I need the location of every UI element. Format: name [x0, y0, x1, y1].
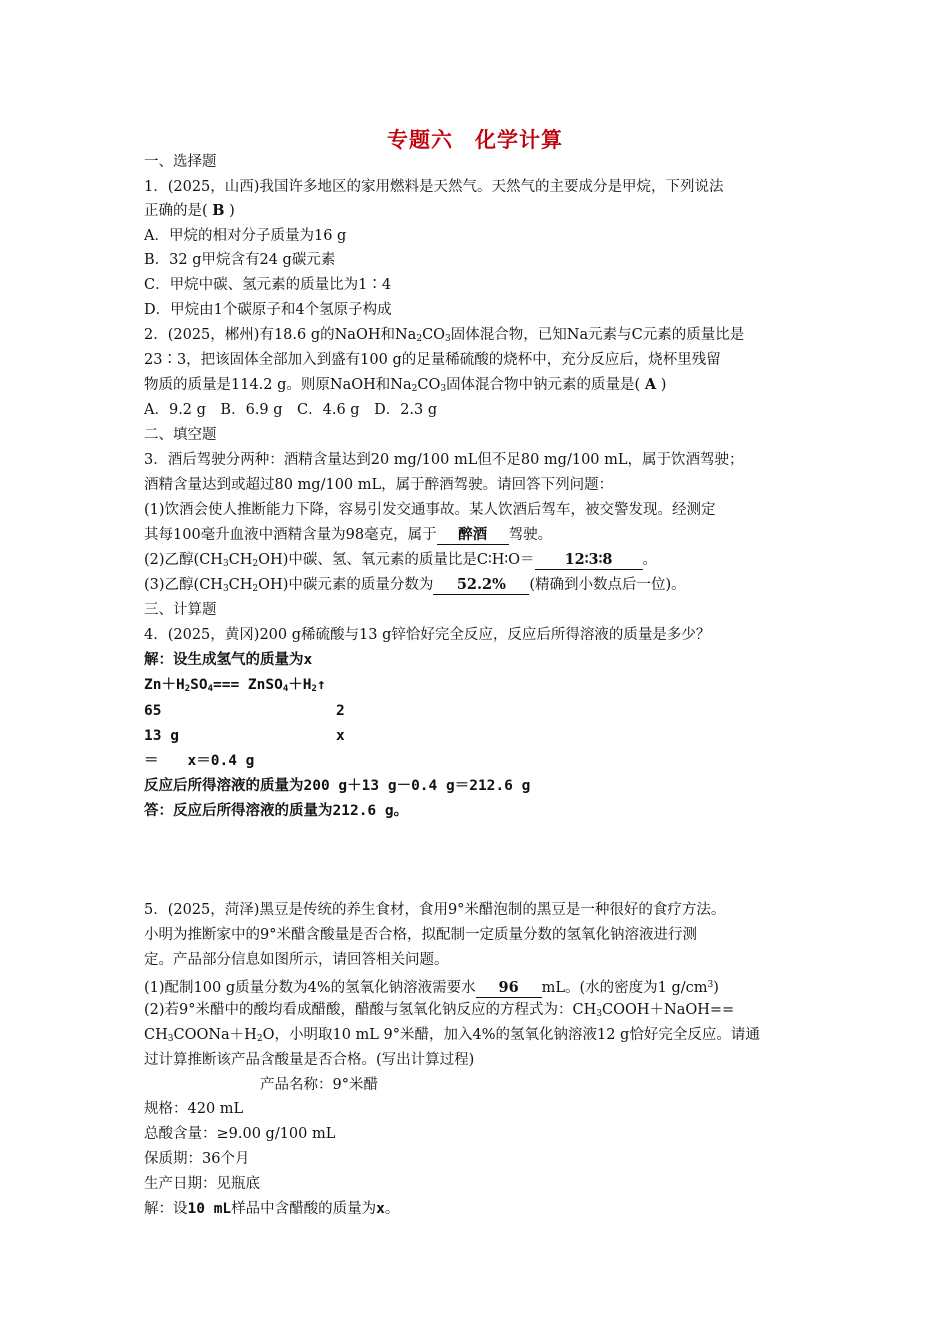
section-heading-choice: 一、选择题 [144, 154, 217, 170]
q3-answer-3: 52.2% [433, 576, 529, 595]
q1-option-a: A．甲烷的相对分子质量为16 g [144, 228, 347, 244]
q3-part1: (1)饮酒会使人推断能力下降，容易引发交通事故。某人饮酒后驾车，被交警发现。经测定 [144, 502, 716, 518]
product-label-shelf-life: 保质期：36个月 [144, 1151, 250, 1167]
q4-ratio-row1: 65 [144, 703, 162, 719]
q5-answer-1: 96 [476, 979, 542, 998]
q2-stem: 2．(2025，郴州)有18.6 g的NaOH和$Na_2CO_3$固体混合物，已知Na元素与C元素的质量比是 [144, 327, 745, 344]
q2-answer: A [644, 376, 657, 393]
section-heading-fill: 二、填空题 [144, 427, 217, 443]
q3-part2: (2)乙醇$(CH_3CH_2OH)$中碳、氢、氧元素的质量比是C∶H∶O＝ 12∶3∶8 。 [144, 551, 658, 569]
q1-option-c: C．甲烷中碳、氢元素的质量比为1∶4 [144, 277, 392, 293]
product-label-spec: 规格：420 mL [144, 1101, 244, 1117]
q1-option-b: B．32 g甲烷含有24 g碳元素 [144, 252, 336, 268]
q4-stem: 4．(2025，黄冈)200 g稀硫酸与13 g锌恰好完全反应，反应后所得溶液的质量是多少？ [144, 627, 711, 643]
q3-part3: (3)乙醇$(CH_3CH_2OH)$中碳元素的质量分数为 52.2% (精确到小数点后一位)。 [144, 576, 686, 594]
q4-result-x: ＝ x＝0.4 g [144, 753, 255, 769]
q5-part2-cont: $CH_3COONa+H_2O$，小明取10 mL 9°米醋，加入4%的氢氧化钠溶液12 g恰好完全反应。请通 [144, 1027, 760, 1044]
q4-ratio-row1-right: 2 [336, 703, 345, 719]
q4-ratio-row2: 13 g [144, 728, 179, 744]
q1-stem-cont: 正确的是( B ) [144, 202, 235, 219]
product-label-name: 产品名称：9°米醋 [260, 1077, 378, 1093]
q3-answer-1: 醉酒 [437, 526, 509, 545]
q2-stem-cont: 23∶3，把该固体全部加入到盛有100 g的足量稀硫酸的烧杯中，充分反应后，烧杯里残留 [144, 352, 721, 368]
q2-options: A．9.2 g B．6.9 g C．4.6 g D．2.3 g [144, 402, 438, 418]
q3-stem-cont: 酒精含量达到或超过80 mg/100 mL，属于醉酒驾驶。请回答下列问题： [144, 477, 614, 493]
q2-stem-cont2: 物质的质量是114.2 g。则原NaOH和$Na_2CO_3$固体混合物中钠元素的质量是( A ) [144, 376, 667, 394]
q5-stem: 5．(2025，菏泽)黑豆是传统的养生食材，食用9°米醋泡制的黑豆是一种很好的食疗方法。 [144, 902, 726, 918]
q1-option-d: D．甲烷由1个碳原子和4个氢原子构成 [144, 302, 392, 318]
q1-answer: B [212, 202, 225, 219]
section-heading-calc: 三、计算题 [144, 602, 217, 618]
q3-stem: 3．酒后驾驶分两种：酒精含量达到20 mg/100 mL但不足80 mg/100 mL，属于饮酒驾驶； [144, 452, 744, 468]
product-label-acid: 总酸含量：≥9.00 g/100 mL [144, 1126, 336, 1142]
q5-stem-cont: 小明为推断家中的9°米醋含酸量是否合格，拟配制一定质量分数的氢氧化钠溶液进行测 [144, 927, 697, 943]
q4-answer: 答：反应后所得溶液的质量为212.6 g。 [144, 803, 409, 819]
q3-answer-2: 12∶3∶8 [535, 551, 643, 570]
q5-part1: (1)配制100 g质量分数为4%的氢氧化钠溶液需要水 96 mL。(水的密度为1 $g/cm^3$) [144, 979, 719, 996]
q5-solution-intro: 解：设10 mL样品中含醋酸的质量为x。 [144, 1201, 400, 1217]
q4-solution-intro: 解：设生成氢气的质量为x [144, 652, 313, 668]
product-label-date: 生产日期：见瓶底 [144, 1176, 260, 1192]
q4-solution-mass: 反应后所得溶液的质量为200 g＋13 g－0.4 g＝212.6 g [144, 778, 531, 794]
q1-stem: 1．(2025，山西)我国许多地区的家用燃料是天然气。天然气的主要成分是甲烷，下列说法 [144, 179, 724, 195]
q4-ratio-row2-right: x [336, 728, 345, 744]
q5-part2: (2)若9°米醋中的酸均看成醋酸，醋酸与氢氧化钠反应的方程式为：$CH_3COOH+NaOH==$ [144, 1002, 735, 1019]
page-title: 专题六 化学计算 [387, 128, 563, 152]
q4-equation: $Zn+H_2SO_4===$ $ZnSO_4+H_2↑$ [144, 677, 326, 694]
q5-part2-cont2: 过计算推断该产品含酸量是否合格。(写出计算过程) [144, 1052, 475, 1068]
q5-stem-cont2: 定。产品部分信息如图所示，请回答相关问题。 [144, 952, 449, 968]
q3-part1-cont: 其每100毫升血液中酒精含量为98毫克，属于 醉酒 驾驶。 [144, 526, 553, 543]
